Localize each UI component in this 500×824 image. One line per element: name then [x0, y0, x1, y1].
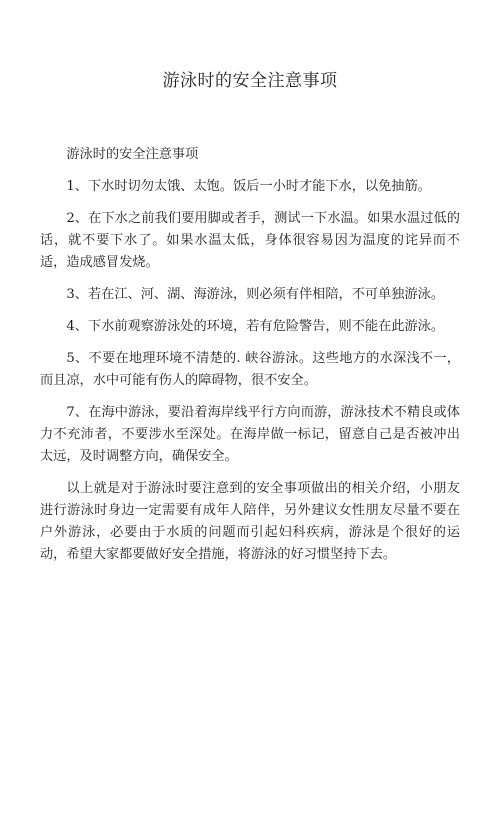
document-title: 游泳时的安全注意事项: [162, 71, 338, 91]
paragraph-tip-4: 4、下水前观察游泳处的环境，若有危险警告，则不能在此游泳。: [66, 319, 445, 334]
paragraph-tip-2: 2、在下水之前我们要用脚或者手，测试一下水温。如果水温过低的话，就不要下水了。如果水温太低，身体很容易因为温度的诧异而不适，造成感冒发烧。: [40, 211, 460, 270]
paragraph-tip-3: 3、若在江、河、湖、海游泳，则必须有伴相陪，不可单独游泳。: [66, 287, 445, 302]
paragraph-subheading: 游泳时的安全注意事项: [66, 147, 199, 162]
document-body: [40, 144, 460, 576]
paragraph-conclusion: 以上就是对于游泳时要注意到的安全事项做出的相关介绍，小朋友进行游泳时身边一定需要有成年人陪伴，另外建议女性朋友尽量不要在户外游泳，必要由于水质的问题而引起妇科疾病，游泳是个很好的运动，希望大家都要做好安全措施，将游泳的好习惯坚持下去。: [40, 481, 460, 562]
paragraph-tip-5: 5、不要在地理环境不清楚的. 峡谷游泳。这些地方的水深浅不一，而且凉，水中可能有伤人的障碍物，很不安全。: [40, 351, 460, 388]
paragraph-tip-1: 1、下水时切勿太饿、太饱。饭后一小时才能下水，以免抽筋。: [66, 179, 431, 194]
paragraph-tip-7: 7、在海中游泳，要沿着海岸线平行方向而游，游泳技术不精良或体力不充沛者，不要涉水至深处。在海岸做一标记，留意自己是否被冲出太远，及时调整方向，确保安全。: [40, 405, 460, 464]
